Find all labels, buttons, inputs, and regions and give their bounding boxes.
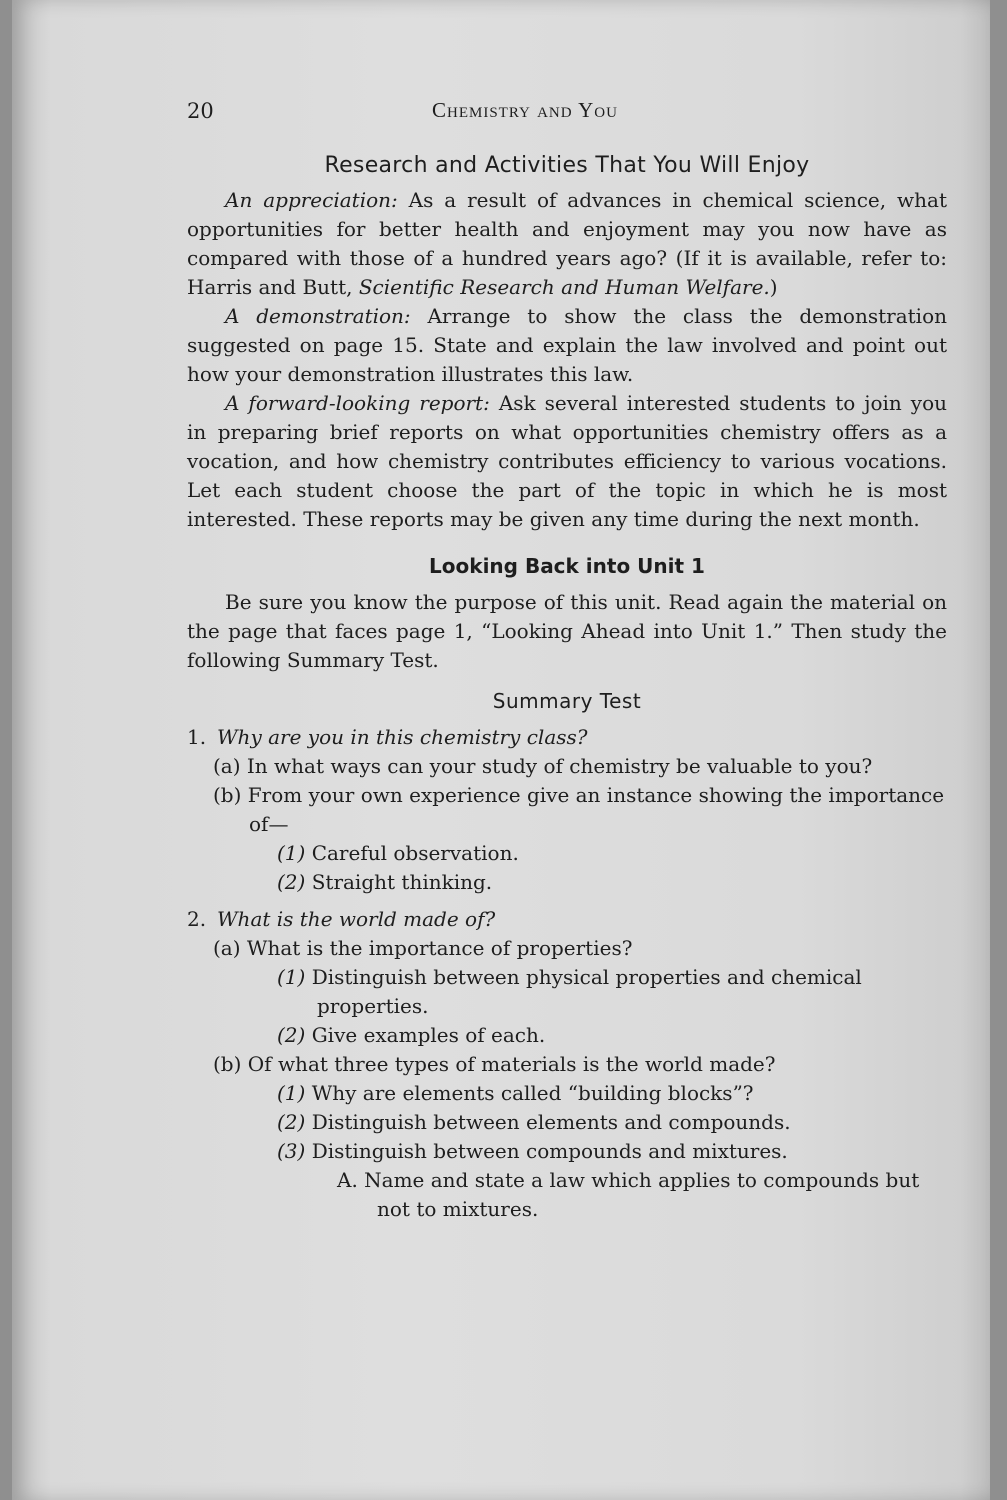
report-text: Ask several interested students to join you in preparing brief reports on what opportunities chemistry offers as a vocation, and how chemistry contributes efficiency to various vocations. Let each student choose the part of the topic in which he is most interested. These reports may be given any time during the next month. bbox=[187, 391, 947, 531]
question-2a-1 bbox=[187, 963, 947, 1021]
summary-test-title: Summary Test bbox=[492, 689, 642, 713]
item-text: Straight thinking. bbox=[311, 870, 493, 894]
appreciation-book-title: Scientific Research and Human Welfare. bbox=[358, 275, 770, 299]
question-1b-2 bbox=[187, 868, 947, 897]
appreciation-text: As a result of advances in chemical science, what opportunities for better health and enjoyment may you now have as compared with those of a hundred years ago? (If it is available, refer to: Harris and Butt, bbox=[187, 188, 947, 299]
appreciation-lead: An appreciation: bbox=[225, 188, 398, 212]
demonstration-text: Arrange to show the class the demonstration suggested on page 15. State and explain the law involved and point out how your demonstration illustrates this law. bbox=[187, 304, 947, 386]
item-label: (1) bbox=[277, 841, 306, 865]
item-text: Give examples of each. bbox=[311, 1023, 546, 1047]
item-label: (2) bbox=[277, 1110, 306, 1134]
item-text: Of what three types of materials is the world made? bbox=[247, 1052, 776, 1076]
question-1 bbox=[187, 723, 947, 752]
item-text: What is the importance of properties? bbox=[246, 936, 633, 960]
question-2b-3 bbox=[187, 1137, 947, 1166]
item-text: Why are elements called “building blocks”? bbox=[311, 1081, 754, 1105]
question-text: Why are you in this chemistry class? bbox=[217, 725, 588, 749]
question-1a bbox=[187, 752, 947, 781]
question-2a bbox=[187, 934, 947, 963]
item-label: (2) bbox=[277, 870, 306, 894]
running-head: Chemistry and You bbox=[432, 98, 618, 122]
demonstration-lead: A demonstration: bbox=[225, 304, 411, 328]
appreciation-end: ) bbox=[769, 275, 778, 299]
item-label: (b) bbox=[213, 1052, 242, 1076]
report-lead: A forward-looking report: bbox=[225, 391, 490, 415]
demonstration-paragraph bbox=[187, 302, 947, 389]
item-text: Distinguish between physical properties and chemical properties. bbox=[311, 965, 862, 1018]
looking-back-paragraph: Be sure you know the purpose of this unit. Read again the material on the page that faces page 1, “Looking Ahead into Unit 1.” Then study the following Summary Test. bbox=[187, 590, 947, 672]
item-label: A. bbox=[337, 1168, 358, 1192]
item-label: (2) bbox=[277, 1023, 306, 1047]
item-text: Distinguish between elements and compounds. bbox=[311, 1110, 791, 1134]
item-text: In what ways can your study of chemistry be valuable to you? bbox=[246, 754, 873, 778]
item-label: (a) bbox=[213, 936, 241, 960]
question-2b-1 bbox=[187, 1079, 947, 1108]
item-label: (1) bbox=[277, 965, 306, 989]
question-1b-1 bbox=[187, 839, 947, 868]
appreciation-paragraph bbox=[187, 186, 947, 302]
question-2b bbox=[187, 1050, 947, 1079]
page-number: 20 bbox=[187, 99, 214, 123]
item-label: (1) bbox=[277, 1081, 306, 1105]
item-text: Careful observation. bbox=[311, 841, 519, 865]
book-page bbox=[12, 0, 990, 1500]
page-content bbox=[187, 95, 947, 1224]
question-2 bbox=[187, 905, 947, 934]
question-2b-2 bbox=[187, 1108, 947, 1137]
question-number: 1. bbox=[187, 725, 207, 749]
research-section-title: Research and Activities That You Will Enjoy bbox=[324, 153, 810, 178]
question-2a-2 bbox=[187, 1021, 947, 1050]
question-text: What is the world made of? bbox=[217, 907, 496, 931]
item-text: Distinguish between compounds and mixtures. bbox=[311, 1139, 788, 1163]
looking-back-title: Looking Back into Unit 1 bbox=[429, 554, 705, 578]
item-label: (b) bbox=[213, 783, 242, 807]
item-text: From your own experience give an instance showing the importance of— bbox=[247, 783, 945, 836]
item-label: (a) bbox=[213, 754, 241, 778]
question-2b-3-A bbox=[187, 1166, 947, 1224]
question-1b bbox=[187, 781, 947, 839]
question-number: 2. bbox=[187, 907, 207, 931]
item-label: (3) bbox=[277, 1139, 306, 1163]
report-paragraph bbox=[187, 389, 947, 534]
item-text: Name and state a law which applies to compounds but not to mixtures. bbox=[364, 1168, 920, 1221]
page-header bbox=[187, 95, 947, 135]
